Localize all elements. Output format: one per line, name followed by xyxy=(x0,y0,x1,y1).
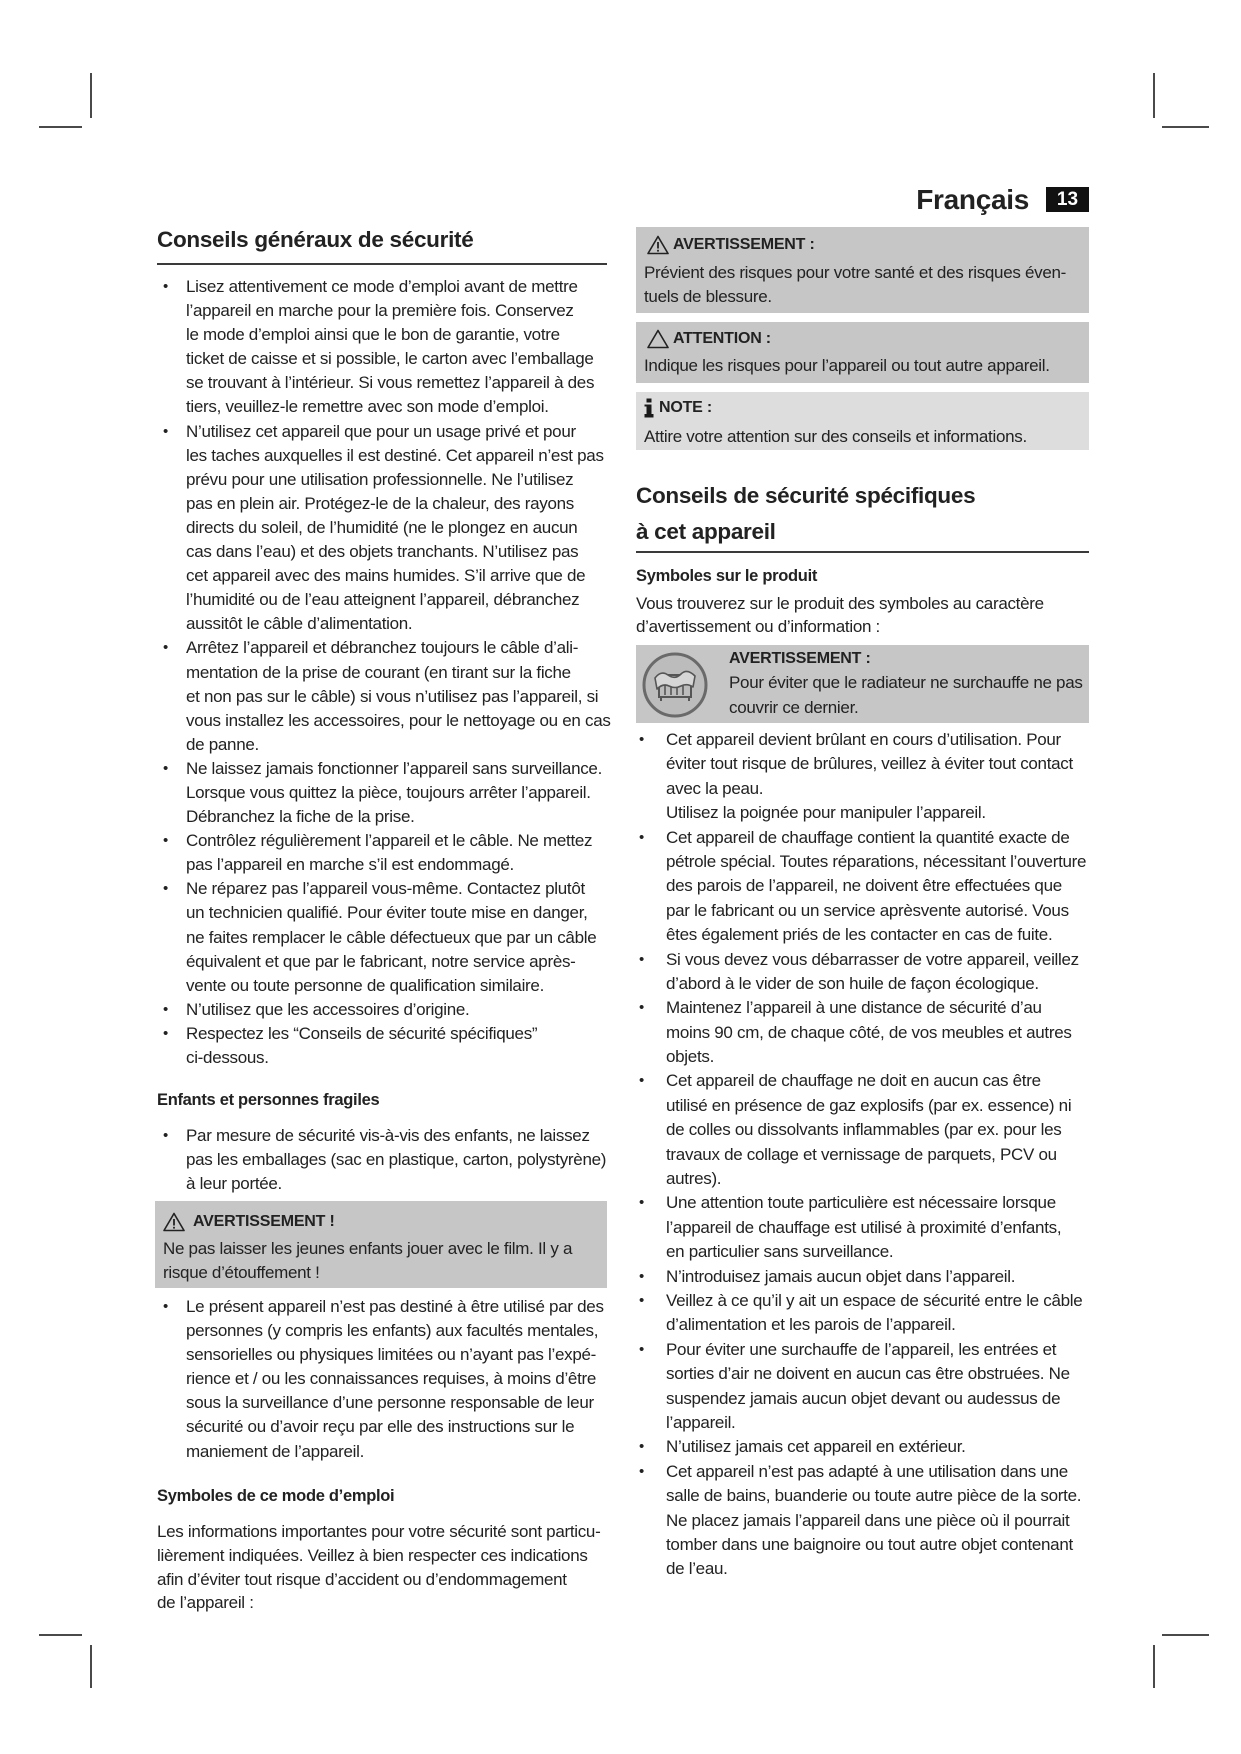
list-item xyxy=(157,1295,627,1464)
do-not-cover-icon xyxy=(641,651,709,719)
list-item xyxy=(636,1460,1106,1582)
bullet-icon xyxy=(639,1191,644,1215)
text-line: Ne réparez pas l’appareil vous-même. Contactez plutôt xyxy=(186,879,585,899)
text-line: des parois de l’appareil, ne doivent être effectuées que xyxy=(666,876,1062,896)
warning-text xyxy=(163,1237,572,1285)
text-line: sorties d’air ne doivent en aucun cas être obstruées. Ne xyxy=(666,1364,1070,1384)
crop-mark xyxy=(39,126,82,128)
text-line: Arrêtez l’appareil et débranchez toujours le câble d’ali- xyxy=(186,638,579,658)
text-line: suspendez jamais aucun objet devant ou audessus de xyxy=(666,1388,1061,1408)
text-line: avec la peau. xyxy=(666,778,764,798)
section-title-line: Conseils de sécurité spécifiques xyxy=(636,483,976,508)
text-line: N’utilisez jamais cet appareil en extérieur. xyxy=(666,1437,966,1457)
warning-title: AVERTISSEMENT : xyxy=(729,650,871,667)
text-line: sécurité ou d’avoir reçu par elle des instructions sur le xyxy=(186,1417,575,1437)
text-line: moins 90 cm, de chaque côté, de vos meubles et autres xyxy=(666,1022,1072,1042)
text-line: mentation de la prise de courant (en tirant sur la fiche xyxy=(186,662,571,682)
list-item xyxy=(157,275,627,420)
legend-note-box xyxy=(636,392,1089,450)
text-line: Contrôlez régulièrement l’appareil et le câble. Ne mettez xyxy=(186,831,593,851)
list-item xyxy=(636,1265,1106,1289)
crop-mark xyxy=(1153,1645,1155,1688)
text-line: le mode d’emploi ainsi que le bon de garantie, votre xyxy=(186,325,560,345)
text-line: aussitôt le câble d’alimentation. xyxy=(186,614,413,634)
legend-text xyxy=(644,261,1066,309)
text-line: ne faites remplacer le câble défectueux que par un câble xyxy=(186,927,597,947)
list-item xyxy=(636,1338,1106,1436)
text-line: de panne. xyxy=(186,734,259,754)
list-item xyxy=(636,948,1106,997)
text-line: êtes également priés de les contacter en cas de fuite. xyxy=(666,925,1053,945)
text-line: de l’eau. xyxy=(666,1559,728,1579)
text-line: d’avertissement ou d’information : xyxy=(636,617,880,636)
text-line: Les informations importantes pour votre sécurité sont particu- xyxy=(157,1522,601,1541)
text-line: Vous trouverez sur le produit des symboles au caractère xyxy=(636,594,1044,613)
text-line: Lisez attentivement ce mode d’emploi avant de mettre xyxy=(186,277,578,296)
bullet-icon xyxy=(163,829,168,853)
text-line: équivalent et que par le fabricant, notre service après- xyxy=(186,951,576,971)
crop-mark xyxy=(1162,1634,1209,1636)
section-title-text: Conseils généraux de sécurité xyxy=(157,227,474,252)
text-line: Maintenez l’appareil à une distance de sécurité d’au xyxy=(666,998,1042,1018)
text-line: Débranchez la fiche de la prise. xyxy=(186,807,415,827)
specific-safety-list xyxy=(636,728,1106,1582)
text-line: Veillez à ce qu’il y ait un espace de sécurité entre le câble xyxy=(666,1290,1083,1310)
list-item xyxy=(157,1124,627,1196)
text-line: N’introduisez jamais aucun objet dans l’appareil. xyxy=(666,1266,1016,1286)
text-line: pas les emballages (sac en plastique, carton, polystyrène) xyxy=(186,1150,607,1170)
text-line: Pour éviter une surchauffe de l’appareil, les entrées et xyxy=(666,1339,1057,1359)
text-line: l’appareil de chauffage est utilisé à proximité d’enfants, xyxy=(666,1217,1062,1237)
text-line: pas l’appareil en marche s’il est endommagé. xyxy=(186,855,514,875)
text-line: pas en plein air. Protégez-le de la chaleur, des rayons xyxy=(186,493,574,513)
section-title-line: à cet appareil xyxy=(636,519,776,544)
bullet-icon xyxy=(163,877,168,901)
bullet-icon xyxy=(163,1022,168,1046)
text-line: maniement de l’appareil. xyxy=(186,1441,365,1461)
text-line: ci-dessous. xyxy=(186,1048,269,1067)
text-line: Indique les risques pour l’appareil ou tout autre appareil. xyxy=(644,356,1050,375)
bullet-icon xyxy=(163,636,168,660)
text-line: à leur portée. xyxy=(186,1174,282,1194)
text-line: objets. xyxy=(666,1047,714,1067)
list-item xyxy=(157,757,627,829)
legend-text xyxy=(644,354,1050,378)
list-item xyxy=(636,728,1106,826)
text-line: les taches auxquelles il est destiné. Cet appareil n’est pas xyxy=(186,445,604,465)
text-line: éviter tout risque de brûlures, veillez à éviter tout contact xyxy=(666,754,1073,774)
legend-title: NOTE : xyxy=(659,399,713,416)
list-item xyxy=(157,1022,627,1070)
text-line: l’appareil. xyxy=(666,1412,736,1432)
text-line: Cet appareil de chauffage ne doit en aucun cas être xyxy=(666,1071,1041,1091)
text-line: sensorielles ou physiques limitées ou n’ayant pas l’expé- xyxy=(186,1345,597,1365)
text-line: directs du soleil, de l’humidité (ne le plongez en aucun xyxy=(186,517,578,537)
list-item xyxy=(157,829,627,877)
bullet-icon xyxy=(163,275,168,299)
bullet-icon xyxy=(639,728,644,752)
text-line: travaux de collage et vernissage de parquets, PCV ou xyxy=(666,1144,1057,1164)
list-item xyxy=(157,998,627,1022)
text-line: Attire votre attention sur des conseils et informations. xyxy=(644,427,1027,446)
legend-title-row xyxy=(647,327,771,351)
legend-warning-box xyxy=(636,227,1089,313)
list-item xyxy=(636,1289,1106,1338)
text-line: se trouvant à l’intérieur. Si vous remettez l’appareil à des xyxy=(186,373,595,393)
language-heading: Français xyxy=(916,184,1029,215)
text-line: de colles ou dissolvants inflammables (par ex. pour les xyxy=(666,1120,1062,1140)
warning-triangle-icon xyxy=(647,235,669,255)
warning-title-row xyxy=(163,1210,335,1234)
bullet-icon xyxy=(639,826,644,850)
text-line: tiers, veuillez-le remettre avec son mode d’emploi. xyxy=(186,397,549,417)
list-item xyxy=(157,636,627,756)
text-line: Ne placez jamais l’appareil dans une pièce où il pourrait xyxy=(666,1510,1070,1530)
text-line: ticket de caisse et si possible, le carton avec l’emballage xyxy=(186,349,594,369)
text-line: cet appareil avec des mains humides. S’il arrive que de xyxy=(186,566,586,586)
bullet-icon xyxy=(163,1124,168,1148)
text-line: utilisé en présence de gaz explosifs (par ex. essence) ni xyxy=(666,1095,1072,1115)
crop-mark xyxy=(1162,126,1209,128)
text-line: N’utilisez cet appareil que pour un usage privé et pour xyxy=(186,421,576,441)
bullet-icon xyxy=(639,996,644,1020)
text-line: Lorsque vous quittez la pièce, toujours arrêter l’appareil. xyxy=(186,782,591,802)
bullet-icon xyxy=(639,1265,644,1289)
crop-mark xyxy=(1153,73,1155,118)
legend-title-row xyxy=(644,396,712,420)
crop-mark xyxy=(90,73,92,118)
text-line: Si vous devez vous débarrasser de votre appareil, veillez xyxy=(666,949,1079,969)
text-line: Par mesure de sécurité vis-à-vis des enfants, ne laissez xyxy=(186,1126,590,1145)
bullet-icon xyxy=(639,948,644,972)
text-line: pétrole spécial. Toutes réparations, nécessitant l’ouverture xyxy=(666,851,1087,871)
text-line: sous la surveillance d’une personne responsable de leur xyxy=(186,1393,594,1413)
text-line: Le présent appareil n’est pas destiné à être utilisé par des xyxy=(186,1297,604,1316)
text-line: d’abord à le vider de son huile de façon écologique. xyxy=(666,973,1039,993)
product-symbols-intro xyxy=(636,592,1044,638)
text-line: Ne pas laisser les jeunes enfants jouer avec le film. Il y a xyxy=(163,1239,573,1258)
caution-triangle-icon xyxy=(647,329,669,349)
text-line: Utilisez la poignée pour manipuler l’appareil. xyxy=(666,803,986,823)
text-line: Respectez les “Conseils de sécurité spécifiques” xyxy=(186,1023,538,1043)
text-line: couvrir ce dernier. xyxy=(729,697,859,717)
list-item xyxy=(636,1435,1106,1459)
title-underline xyxy=(636,551,1089,553)
do-not-cover-warning-box xyxy=(636,645,1089,723)
bullet-icon xyxy=(639,1460,644,1484)
section-title-general-safety xyxy=(157,225,473,255)
text-line: Cet appareil n’est pas adapté à une utilisation dans une xyxy=(666,1461,1068,1481)
text-line: l’humidité ou de l’eau atteignent l’appareil, débranchez xyxy=(186,590,580,610)
bullet-icon xyxy=(639,1289,644,1313)
text-line: Cet appareil devient brûlant en cours d’utilisation. Pour xyxy=(666,730,1061,749)
legend-title: AVERTISSEMENT : xyxy=(673,236,815,253)
list-item xyxy=(636,1069,1106,1191)
crop-mark xyxy=(39,1634,82,1636)
text-line: Prévient des risques pour votre santé et des risques éven- xyxy=(644,263,1067,282)
text-line: afin d’éviter tout risque d’accident ou d’endommagement xyxy=(157,1569,567,1589)
warning-title: AVERTISSEMENT ! xyxy=(193,1213,335,1230)
text-line: Une attention toute particulière est nécessaire lorsque xyxy=(666,1193,1056,1213)
text-line: l’appareil en marche pour la première fois. Conservez xyxy=(186,301,574,321)
manual-symbols-paragraph xyxy=(157,1520,600,1615)
vulnerable-persons-list xyxy=(157,1295,627,1464)
warning-text xyxy=(729,671,1083,720)
text-line: vous installez les accessoires, pour le nettoyage ou en cas xyxy=(186,710,611,730)
page-number-badge: 13 xyxy=(1046,187,1089,212)
text-line: salle de bains, buanderie ou toute autre pièce de la sorte. xyxy=(666,1486,1082,1506)
text-line: tuels de blessure. xyxy=(644,287,772,306)
text-line: Cet appareil de chauffage contient la quantité exacte de xyxy=(666,827,1070,847)
subsection-title-children: Enfants et personnes fragiles xyxy=(157,1091,380,1109)
text-line: Ne laissez jamais fonctionner l’appareil sans surveillance. xyxy=(186,758,603,778)
section-title-specific-safety xyxy=(636,478,975,550)
subsection-title-manual-symbols: Symboles de ce mode d’emploi xyxy=(157,1487,395,1505)
legend-title: ATTENTION : xyxy=(673,330,771,347)
bullet-icon xyxy=(163,998,168,1022)
bullet-icon xyxy=(639,1338,644,1362)
text-line: Pour éviter que le radiateur ne surchauffe ne pas xyxy=(729,673,1083,692)
text-line: d’alimentation et les parois de l’appareil. xyxy=(666,1315,956,1335)
bullet-icon xyxy=(163,1295,168,1319)
title-underline xyxy=(157,263,607,265)
text-line: risque d’étouffement ! xyxy=(163,1263,320,1282)
legend-caution-box xyxy=(636,322,1089,383)
text-line: prévu pour une utilisation professionnelle. Ne l’utilisez xyxy=(186,469,574,489)
text-line: lièrement indiquées. Veillez à bien respecter ces indications xyxy=(157,1545,588,1565)
list-item xyxy=(157,420,627,637)
bullet-icon xyxy=(639,1435,644,1459)
suffocation-warning-box xyxy=(155,1201,607,1288)
text-line: un technicien qualifié. Pour éviter toute mise en danger, xyxy=(186,903,588,923)
bullet-icon xyxy=(163,420,168,444)
general-safety-list xyxy=(157,275,627,1070)
text-line: en particulier sans surveillance. xyxy=(666,1242,894,1262)
text-line: N’utilisez que les accessoires d’origine. xyxy=(186,999,470,1019)
text-line: cas dans l’eau) et des objets tranchants. N’utilisez pas xyxy=(186,542,579,562)
text-line: autres). xyxy=(666,1169,722,1189)
text-line: de l’appareil : xyxy=(157,1593,254,1613)
children-list xyxy=(157,1124,627,1196)
list-item xyxy=(636,996,1106,1069)
bullet-icon xyxy=(639,1069,644,1093)
text-line: vente ou toute personne de qualification similaire. xyxy=(186,975,544,995)
text-line: et non pas sur le câble) si vous n’utilisez pas l’appareil, si xyxy=(186,686,599,706)
text-line: par le fabricant ou un service aprèsvente autorisé. Vous xyxy=(666,900,1069,920)
info-icon xyxy=(644,398,654,418)
legend-title-row xyxy=(647,233,815,257)
text-line: personnes (y compris les enfants) aux facultés mentales, xyxy=(186,1321,599,1341)
text-line: tomber dans une baignoire ou tout autre objet contenant xyxy=(666,1534,1073,1554)
bullet-icon xyxy=(163,757,168,781)
list-item xyxy=(157,877,627,997)
text-line: rience et / ou les connaissances requises, à moins d’être xyxy=(186,1369,597,1389)
warning-triangle-icon xyxy=(163,1212,185,1232)
list-item xyxy=(636,1191,1106,1264)
legend-text xyxy=(644,425,1027,449)
subsection-title-product-symbols: Symboles sur le produit xyxy=(636,567,818,585)
crop-mark xyxy=(90,1645,92,1688)
list-item xyxy=(636,826,1106,948)
